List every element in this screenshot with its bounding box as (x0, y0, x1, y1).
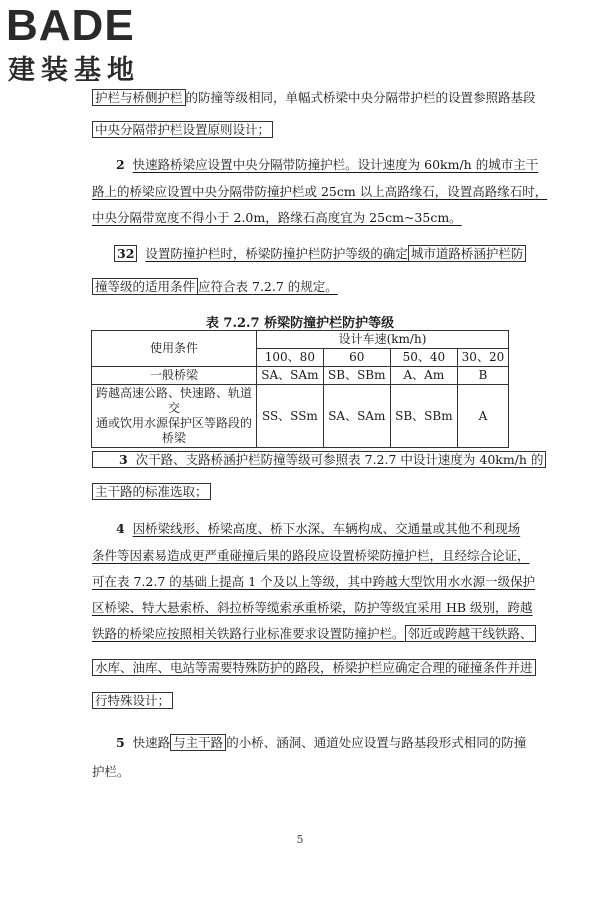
text-span: 区桥梁、特大悬索桥、斜拉桥等缆索承重桥梁，防护等级宜采用 HB 级别，跨越 (92, 600, 533, 615)
value-cell: A、Am (390, 367, 457, 385)
boxed-text: 水库、油库、电站等需要特殊防护的路段，桥梁护栏应确定合理的碰撞条件并进 (92, 659, 536, 676)
text-span: 铁路的桥梁应按照相关铁路行业标准要求设置防撞护栏。 (92, 626, 405, 641)
brand-subtitle: 建装基地 (8, 55, 140, 86)
text-span: 快速路桥梁应设置中央分隔带防撞护栏。设计速度为 60km/h 的城市主干 (132, 157, 539, 172)
text-span: 中央分隔带宽度不得小于 2.0m，路缘石高度宜为 25cm~35cm。 (92, 210, 462, 225)
text-line (92, 660, 536, 676)
boxed-text (92, 451, 546, 468)
condition-cell (92, 385, 257, 448)
text-line (92, 184, 547, 200)
value-cell: B (457, 367, 508, 385)
text-line (92, 693, 173, 709)
boxed-text: 城市道路桥涵护栏防 (408, 245, 527, 262)
text-line (92, 574, 535, 590)
text-span: 应符合表 7.2.7 的规定。 (198, 279, 338, 294)
boxed-text: 主干路的标准选取； (92, 483, 211, 500)
boxed-text: 与主干路 (170, 734, 226, 751)
text-line (92, 246, 526, 262)
speed-cell: 30、20 (457, 349, 508, 367)
table-row (92, 385, 509, 448)
item-number: 5 (116, 735, 125, 750)
value-cell: SB、SBm (323, 367, 390, 385)
text-line (92, 484, 211, 500)
text-span: 次干路、支路桥涵护栏防撞等级可参照表 7.2.7 中设计速度为 40km/h 的 (135, 452, 544, 467)
item-number: 3 (119, 452, 128, 467)
cell-line: 跨越高速公路、快速路、轨道交 (95, 386, 252, 415)
text-line (92, 157, 538, 173)
text-line (92, 764, 130, 780)
text-line (92, 210, 462, 226)
text-line (92, 548, 530, 564)
text-line (92, 90, 536, 106)
item-number: 32 (114, 245, 137, 262)
value-cell: SB、SBm (390, 385, 457, 448)
speed-cell: 50、40 (390, 349, 457, 367)
text-span: 路上的桥梁应设置中央分隔带防撞护栏或 25cm 以上高路缘石，设置高路缘石时， (92, 184, 548, 199)
text-line (92, 122, 273, 138)
boxed-text: 中央分隔带护栏设置原则设计； (92, 121, 273, 138)
text-line (92, 626, 536, 642)
boxed-text: 邻近或跨越干线铁路、 (405, 625, 536, 642)
item-number: 2 (116, 157, 125, 172)
text-span: 设置防撞护栏时，桥梁防撞护栏防护等级的确定 (145, 246, 408, 261)
text-line (92, 735, 526, 751)
header-cell: 使用条件 (92, 331, 257, 367)
text-span: 因桥梁线形、桥梁高度、桥下水深、车辆构成、交通量或其他不利现场 (132, 521, 521, 536)
text-span: 的防撞等级相同，单幅式桥梁中央分隔带护栏的设置参照路基段 (185, 90, 536, 105)
text-span: 条件等因素易造成更严重碰撞后果的路段应设置桥梁防撞护栏，且经综合论证， (92, 548, 530, 563)
boxed-text: 行特殊设计； (92, 692, 173, 709)
value-cell: SS、SSm (257, 385, 324, 448)
table-row (92, 367, 509, 385)
text-line (92, 452, 546, 468)
value-cell: A (457, 385, 508, 448)
table-caption: 表 7.2.7 桥梁防撞护栏防护等级 (205, 316, 395, 331)
value-cell: SA、SAm (257, 367, 324, 385)
speed-cell: 100、80 (257, 349, 324, 367)
header-cell: 设计车速(km/h) (257, 331, 509, 349)
page-number: 5 (296, 833, 304, 846)
table-header-row (92, 331, 509, 349)
boxed-text: 撞等级的适用条件 (92, 278, 198, 295)
text-line (92, 600, 533, 616)
cell-line: 通或饮用水源保护区等路段的 (95, 416, 252, 430)
condition-cell: 一般桥梁 (92, 367, 257, 385)
text-span: 的小桥、涵洞、通道处应设置与路基段形式相同的防撞 (226, 735, 527, 750)
boxed-text: 护栏与桥侧护栏 (92, 89, 186, 106)
speed-cell: 60 (323, 349, 390, 367)
text-span: 快速路 (132, 735, 171, 750)
cell-line: 桥梁 (161, 431, 186, 445)
item-number: 4 (116, 521, 125, 536)
protection-level-table (91, 330, 509, 448)
text-span: 可在表 7.2.7 的基础上提高 1 个及以上等级，其中跨越大型饮用水水源一级保护 (92, 574, 536, 589)
text-span: 护栏。 (92, 764, 130, 779)
brand-logo: BADE (6, 1, 135, 50)
text-line (92, 279, 338, 295)
text-line (92, 521, 520, 537)
value-cell: SA、SAm (323, 385, 390, 448)
